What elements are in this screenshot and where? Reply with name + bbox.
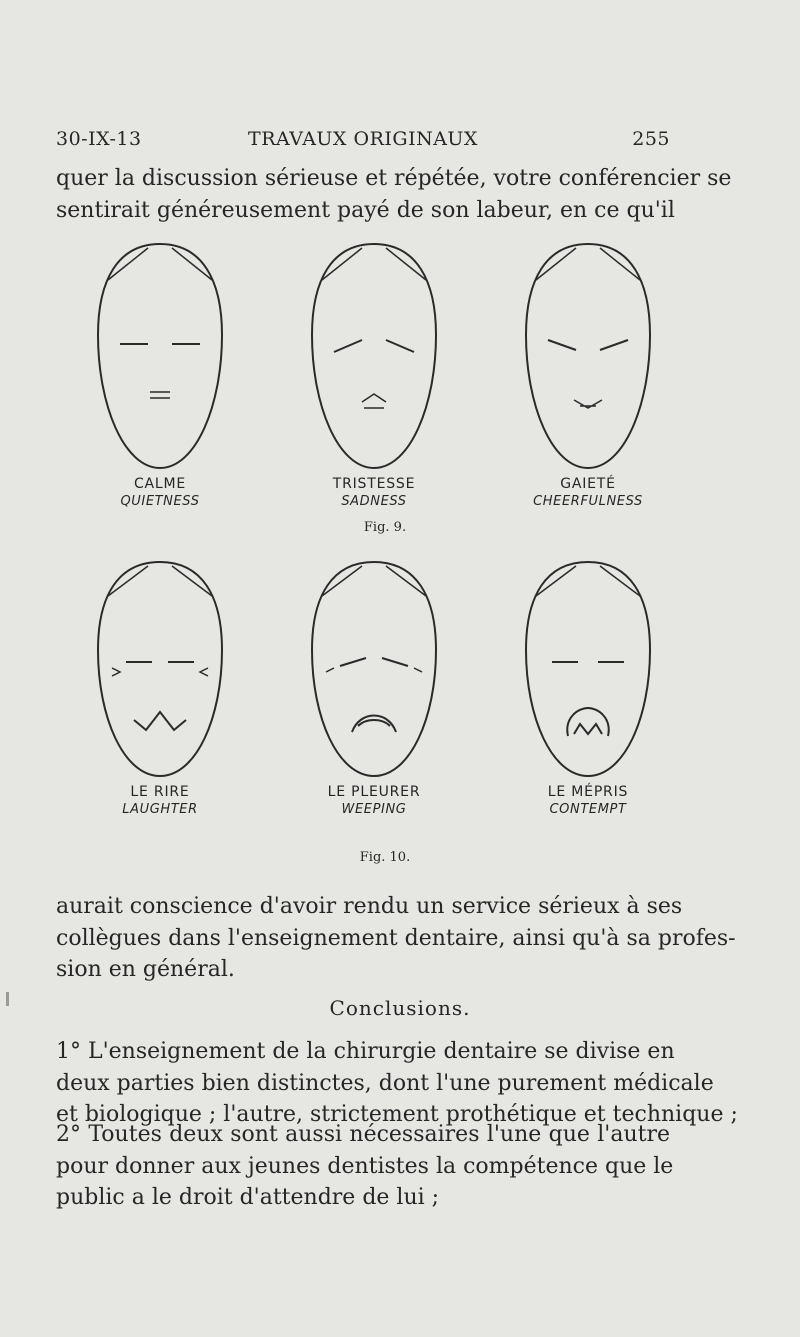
caption-en: SADNESS [341, 494, 407, 509]
text-line: 2° Toutes deux sont aussi nécessaires l'une que l'autre [56, 1122, 670, 1147]
face-laughter-illustration [90, 558, 230, 780]
header-date: 30-IX-13 [56, 128, 142, 150]
caption-fr: LE MÉPRIS [547, 784, 629, 800]
text-line: et biologique ; l'autre, strictement prothétique et technique ; [56, 1102, 738, 1127]
text-line: sion en général. [56, 957, 235, 982]
text-line: deux parties bien distinctes, dont l'une purement médicale [56, 1070, 714, 1096]
face-calme [90, 240, 230, 509]
caption-fr: LE RIRE [130, 784, 190, 800]
face-le-rire [90, 558, 230, 817]
caption-en: WEEPING [341, 802, 407, 817]
conclusion-1 [56, 1036, 738, 1131]
page-number: 255 [632, 128, 670, 150]
text-line: aurait conscience d'avoir rendu un service sérieux à ses [56, 894, 683, 919]
face-tristesse [304, 240, 444, 509]
section-heading: Conclusions. [329, 996, 471, 1020]
text-line: sentirait généreusement payé de son labeur, en ce qu'il [56, 197, 675, 223]
text-line: pour donner aux jeunes dentistes la compétence que le [56, 1153, 674, 1179]
face-weeping-illustration [304, 558, 444, 780]
face-sad-illustration [304, 240, 444, 472]
face-calm-illustration [90, 240, 230, 472]
paragraph-after-figures [56, 891, 736, 986]
text-line: public a le droit d'attendre de lui ; [56, 1185, 440, 1210]
text-line: quer la discussion sérieuse et répétée, votre conférencier se [56, 166, 732, 191]
caption-en: CHEERFULNESS [533, 494, 643, 509]
face-contempt-illustration [518, 558, 658, 780]
face-cheerful-illustration [518, 240, 658, 472]
running-header [56, 128, 670, 156]
face-gaiete [518, 240, 658, 509]
paragraph-top [56, 163, 732, 226]
conclusion-2 [56, 1119, 674, 1214]
text-line: collègues dans l'enseignement dentaire, ainsi qu'à sa profes- [56, 925, 736, 951]
figure-10 [80, 558, 690, 878]
face-le-mepris [518, 558, 658, 817]
page-edge-mark [6, 992, 9, 1006]
figure-9 [80, 240, 690, 540]
figure-label: Fig. 10. [359, 850, 411, 865]
caption-fr: CALME [133, 476, 187, 492]
caption-en: LAUGHTER [122, 802, 198, 817]
caption-fr: LE PLEURER [327, 784, 421, 800]
header-section-title: TRAVAUX ORIGINAUX [248, 128, 478, 150]
figure-label: Fig. 9. [363, 520, 407, 535]
caption-fr: GAIETÉ [560, 476, 616, 492]
text-line: 1° L'enseignement de la chirurgie dentaire se divise en [56, 1039, 675, 1064]
caption-en: QUIETNESS [120, 494, 200, 509]
caption-en: CONTEMPT [549, 802, 627, 817]
caption-fr: TRISTESSE [332, 476, 416, 492]
face-le-pleurer [304, 558, 444, 817]
